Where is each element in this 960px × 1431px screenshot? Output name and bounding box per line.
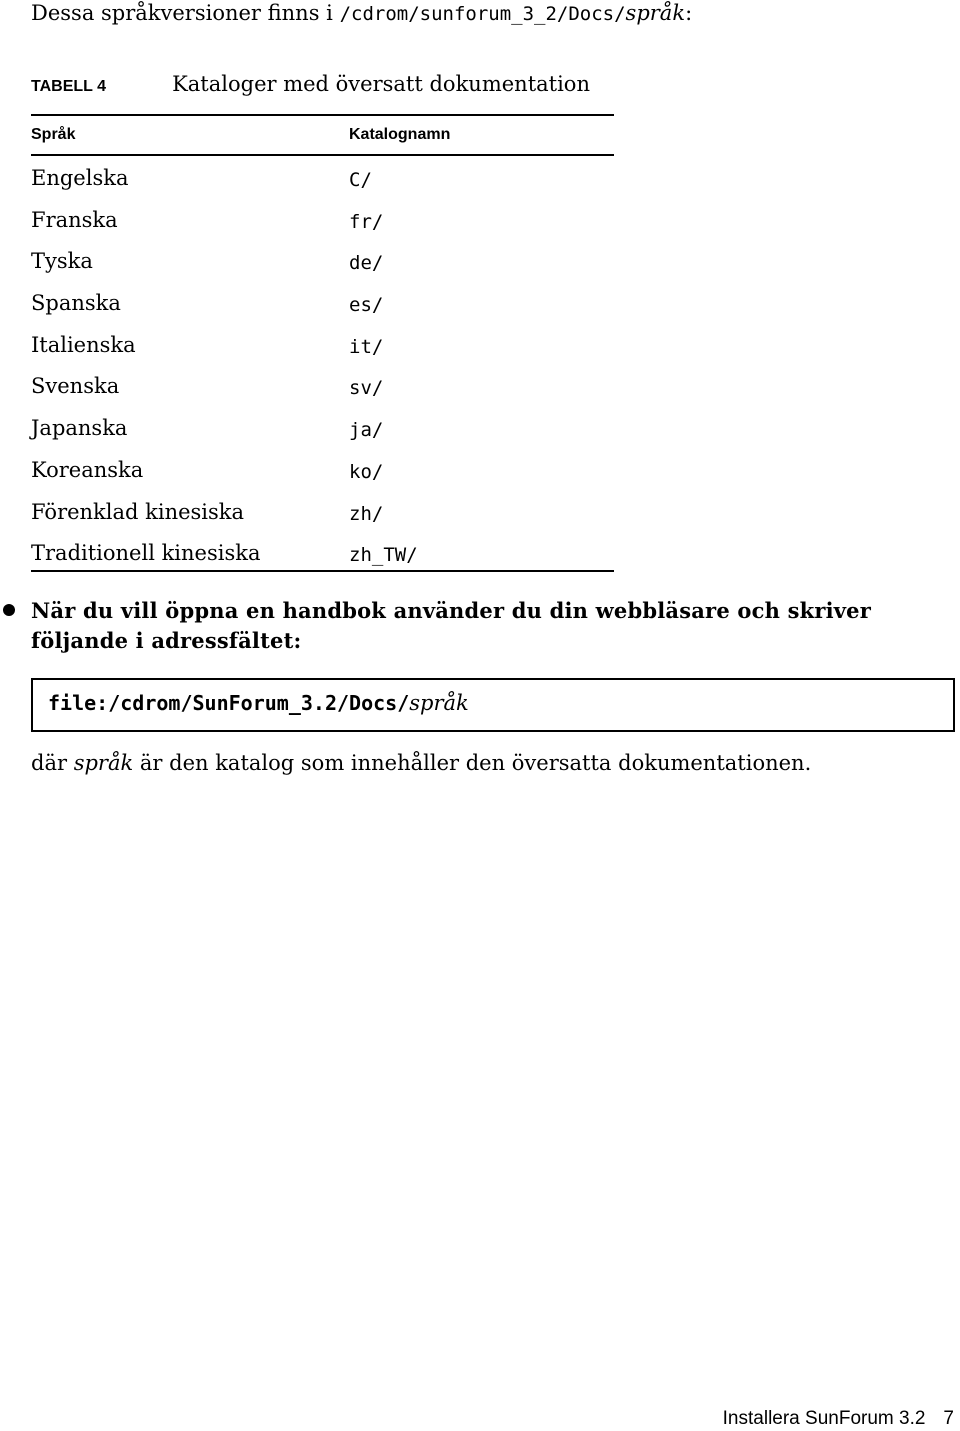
- language-cell: Engelska: [31, 166, 129, 190]
- table-row: [31, 415, 614, 457]
- intro-path-variable: språk: [625, 1, 686, 25]
- directory-cell: ja/: [349, 419, 384, 442]
- table-row: [31, 457, 614, 499]
- directory-cell: C/: [349, 169, 372, 191]
- intro-paragraph: [31, 0, 692, 27]
- column-header-directory: Katalognamn: [349, 126, 451, 143]
- column-header-language: Språk: [31, 126, 76, 143]
- page-footer: [723, 1407, 954, 1431]
- directory-cell: fr/: [349, 210, 384, 233]
- table-label: TABELL 4: [31, 78, 106, 95]
- table-title: Kataloger med översatt dokumentation: [172, 72, 590, 96]
- table-row: [31, 165, 614, 207]
- directory-cell: zh/: [349, 502, 384, 525]
- page-number: 7: [943, 1408, 954, 1429]
- explanation-before: där: [31, 751, 68, 775]
- bullet-icon: [3, 604, 15, 616]
- code-variable: språk: [409, 691, 469, 715]
- language-cell: Tyska: [31, 249, 93, 274]
- intro-text: Dessa språkversioner finns i: [31, 1, 333, 25]
- directory-cell: ko/: [349, 460, 384, 483]
- directory-cell: it/: [349, 335, 384, 358]
- directory-cell: zh_TW/: [349, 544, 418, 567]
- code-line: [48, 691, 469, 715]
- table-header-rule: [31, 154, 614, 156]
- table-row: [31, 499, 614, 541]
- directory-cell: es/: [349, 294, 384, 317]
- table-top-rule: [31, 114, 614, 116]
- explanation-after: är den katalog som innehåller den översatta dokumentationen.: [139, 751, 812, 775]
- language-cell: Italienska: [31, 332, 136, 357]
- table-row: [31, 207, 614, 249]
- language-cell: Franska: [31, 207, 118, 232]
- explanation-variable: språk: [73, 751, 134, 775]
- code-box: [31, 678, 955, 732]
- directory-cell: sv/: [349, 377, 384, 400]
- language-cell: Spanska: [31, 291, 121, 316]
- table-caption: [31, 72, 590, 96]
- table-row: [31, 373, 614, 415]
- intro-suffix: :: [685, 1, 693, 25]
- directory-cell: de/: [349, 252, 384, 275]
- language-cell: Förenklad kinesiska: [31, 499, 245, 524]
- table-row: [31, 248, 614, 290]
- explanation-paragraph: [31, 750, 811, 776]
- table-row: [31, 332, 614, 374]
- table-row: [31, 290, 614, 332]
- table-row: [31, 540, 614, 582]
- table-bottom-rule: [31, 570, 614, 572]
- language-cell: Koreanska: [31, 457, 144, 482]
- intro-path: /cdrom/sunforum_3_2/Docs/: [339, 3, 626, 25]
- step-instruction: När du vill öppna en handbok använder du din webbläsare och skriver följande i adressfältet:: [31, 598, 872, 653]
- code-prefix: file:/cdrom/SunForum_3.2/Docs/: [48, 691, 410, 715]
- footer-title: Installera SunForum 3.2: [722, 1408, 926, 1429]
- table-body: [31, 165, 614, 582]
- language-cell: Japanska: [31, 416, 128, 441]
- language-cell: Svenska: [31, 374, 120, 399]
- language-cell: Traditionell kinesiska: [31, 541, 261, 566]
